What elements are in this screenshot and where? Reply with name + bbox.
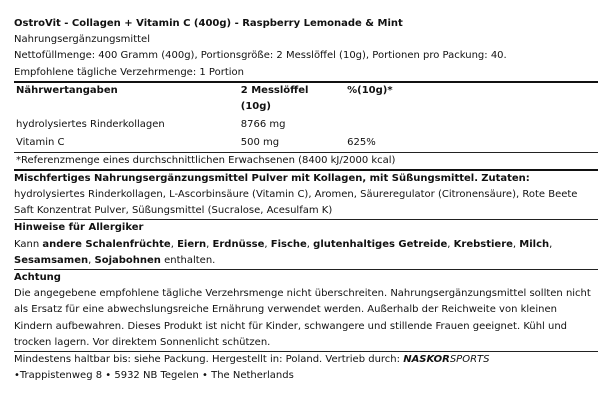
allergen-item: Krebstiere (453, 238, 513, 250)
nutrition-table (14, 83, 598, 152)
distributor-name-bold: NASKOR (403, 354, 450, 366)
nutrition-col-name: Nährwertangaben (16, 84, 118, 96)
nutrition-col-portion-line1: 2 Messlöffel (240, 84, 309, 96)
nutrition-row-name: hydrolysiertes Rinderkollagen (16, 119, 165, 131)
allergens-prefix: Kann (14, 238, 40, 250)
nutrition-header-row (14, 83, 598, 115)
warning-text: Die angegebene empfohlene tägliche Verzehrsmenge nicht überschreiten. Nahrungsergänzungsmittel sollten nicht als Ersatz für eine abwechslungsreiche Ernährung verwendet werden. Außerhalb der Reichweite von kleinen Kindern aufbewahren. Dieses Produkt ist nicht für Kinder, schwangere und stillende Frauen geeignet. Kühl und trocken lagern. Vor direktem Sonnenlicht schützen. (14, 288, 591, 348)
footer-mhd: Mindestens haltbar bis: siehe Packung. Hergestellt in: Poland. Vertrieb durch: (14, 354, 401, 366)
nutrition-row-amount: 8766 mg (240, 119, 286, 131)
nutrition-col-portion (239, 83, 345, 115)
nutrition-row-ri (345, 117, 598, 133)
ingredients-heading: Mischfertiges Nahrungsergänzungsmittel Pulver mit Kollagen, mit Süßungsmittel. (14, 172, 479, 184)
daily-dose-line: Empfohlene tägliche Verzehrmenge: 1 Portion (14, 66, 244, 78)
product-category: Nahrungsergänzungsmittel (14, 34, 150, 46)
allergen-item: glutenhaltiges Getreide (313, 238, 448, 250)
allergen-item: Erdnüsse (212, 238, 265, 250)
allergens-heading: Hinweise für Allergiker (14, 222, 144, 234)
nutrition-footnote: *Referenzmenge eines durchschnittlichen Erwachsenen (8400 kJ/2000 kcal) (16, 154, 396, 166)
ingredients-block (14, 171, 598, 220)
allergen-item: Sojabohnen (94, 254, 161, 266)
net-quantity-line: Nettofüllmenge: 400 Gramm (400g), Portionsgröße: 2 Messlöffel (10g), Portionen pro Packung: 40. (14, 50, 507, 62)
nutrition-row-amount: 500 mg (240, 137, 280, 149)
warning-heading: Achtung (14, 272, 61, 284)
distributor-name-italic: SPORTS (449, 354, 490, 366)
allergen-item: Eiern (177, 238, 207, 250)
ingredients-label: Zutaten: (481, 172, 530, 184)
nutrition-row-name: Vitamin C (16, 137, 65, 149)
nutrition-row (14, 117, 598, 133)
allergen-item: Sesamsamen (14, 254, 89, 266)
allergens-suffix: enthalten. (164, 254, 216, 266)
nutrition-col-ri: %(10g)* (347, 84, 393, 96)
footer-address: •Trappistenweg 8 • 5932 NB Tegelen • The Netherlands (14, 370, 294, 382)
nutrition-row-ri: 625% (347, 137, 376, 149)
product-title: OstroVit - Collagen + Vitamin C (400g) - Raspberry Lemonade & Mint (14, 18, 403, 29)
footer-mhd-line (14, 352, 598, 368)
ingredients-text: hydrolysiertes Rinderkollagen, L-Ascorbinsäure (Vitamin C), Aromen, Säureregulator (Citronensäure), Rote Beete Saft Konzentrat Pulver, Süßungsmittel (Sucralose, Acesulfam K) (14, 189, 578, 217)
allergen-item: andere Schalenfrüchte (42, 238, 171, 250)
product-label (14, 0, 598, 384)
nutrition-row (14, 135, 598, 151)
allergens-text: Kann andere Schalenfrüchte, Eiern, Erdnüsse, Fische, glutenhaltiges Getreide, Krebstiere, Milch, Sesamsamen, Sojabohnen enthalten. (14, 238, 553, 266)
nutrition-col-portion-line2: (10g) (240, 101, 271, 113)
allergen-item: Fische (270, 238, 307, 250)
allergen-item: Milch (519, 238, 550, 250)
